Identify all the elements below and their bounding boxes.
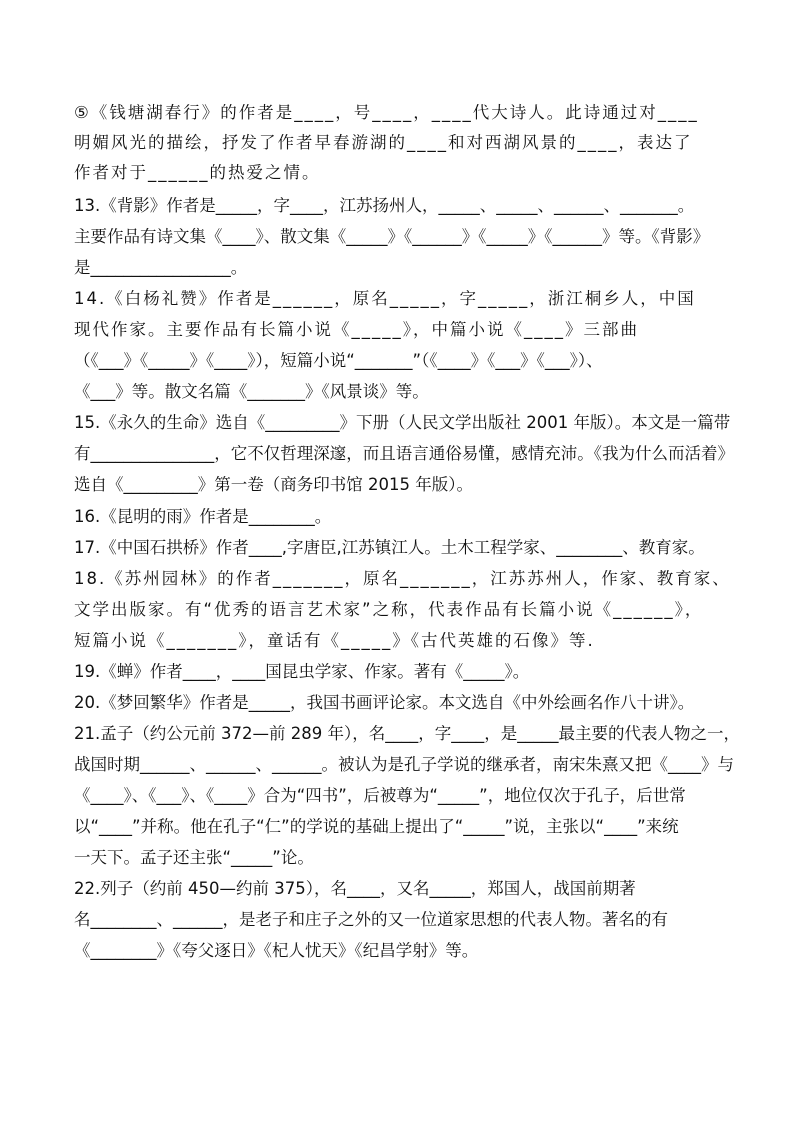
text-line: 18.《苏州园林》的作者_______，原名_______，江苏苏州人，作家、教育家、 [74,569,731,588]
text-line: 以“____”并称。他在孔子“仁”的学说的基础上提出了“_____”说，主张以“____”来统 [74,817,679,836]
text-line: 一天下。孟子还主张“_____”论。 [74,848,314,867]
text-line: 16.《昆明的雨》作者是________。 [74,507,332,526]
text-line: 战国时期______、______、______。被认为是孔子学说的继承者，南宋朱熹又把《____》与 [74,755,734,774]
text-line: 《________》《夸父逐日》《杞人忧天》《纪昌学射》等。 [74,941,479,960]
text-line: 短篇小说《_______》，童话有《_____》《古代英雄的石像》等. [74,631,595,650]
text-line: 是_________________。 [74,258,248,277]
text-line: 选自《_________》第一卷（商务印书馆 2015 年版）。 [74,475,473,494]
text-line: 15.《永久的生命》选自《_________》下册（人民文学出版社 2001 年版）。本文是一篇带 [74,413,731,432]
text-line: 名________、______，是老子和庄子之外的又一位道家思想的代表人物。著名的有 [74,910,668,929]
text-line: 22.列子（约前 450—约前 375），名____，又名_____，郑国人，战国前期著 [74,879,636,898]
text-line: 19.《蝉》作者____，____国昆虫学家、作家。著有《_____》。 [74,662,530,681]
text-line: 有_______________，它不仅哲理深邃，而且语言通俗易懂，感情充沛。《我为什么而活着》 [74,444,734,463]
text-line: 14.《白杨礼赞》作者是______，原名_____，字_____，浙江桐乡人，中国 [74,289,696,308]
text-line: 21.孟子（约公元前 372—前 289 年），名____，字____，是_____最主要的代表人物之一， [74,724,740,743]
text-line: （《___》《_____》《____》），短篇小说“_______”（《____》《___》《___》）、 [74,351,603,370]
text-line: 作者对于______的热爱之情。 [74,163,321,182]
text-line: 现代作家。主要作品有长篇小说《_____》，中篇小说《____》三部曲 [74,320,639,339]
text-line: 文学出版家。有“优秀的语言艺术家”之称，代表作品有长篇小说《______》， [74,600,704,619]
text-line: 《___》等。散文名篇《_______》《风景谈》等。 [74,382,429,401]
text-line: 17.《中国石拱桥》作者____,字唐臣,江苏镇江人。土木工程学家、________、教育家。 [74,538,705,557]
text-line: 13.《背影》作者是_____，字____，江苏扬州人，_____、_____、______、_______。 [74,196,695,215]
text-line: 明媚风光的描绘，抒发了作者早春游湖的____和对西湖风景的____，表达了 [74,133,693,152]
text-line: 20.《梦回繁华》作者是_____，我国书画评论家。本文选自《中外绘画名作八十讲》。 [74,693,695,712]
text-line: 《____》、《___》、《____》合为“四书”，后被尊为“_____”，地位仅次于孔子，后世常 [74,786,686,805]
text-line: ⑤《钱塘湖春行》的作者是____，号____，____代大诗人。此诗通过对____ [74,103,699,122]
text-line: 主要作品有诗文集《____》、散文集《_____》《______》《_____》《______》等。《背影》 [74,227,710,246]
